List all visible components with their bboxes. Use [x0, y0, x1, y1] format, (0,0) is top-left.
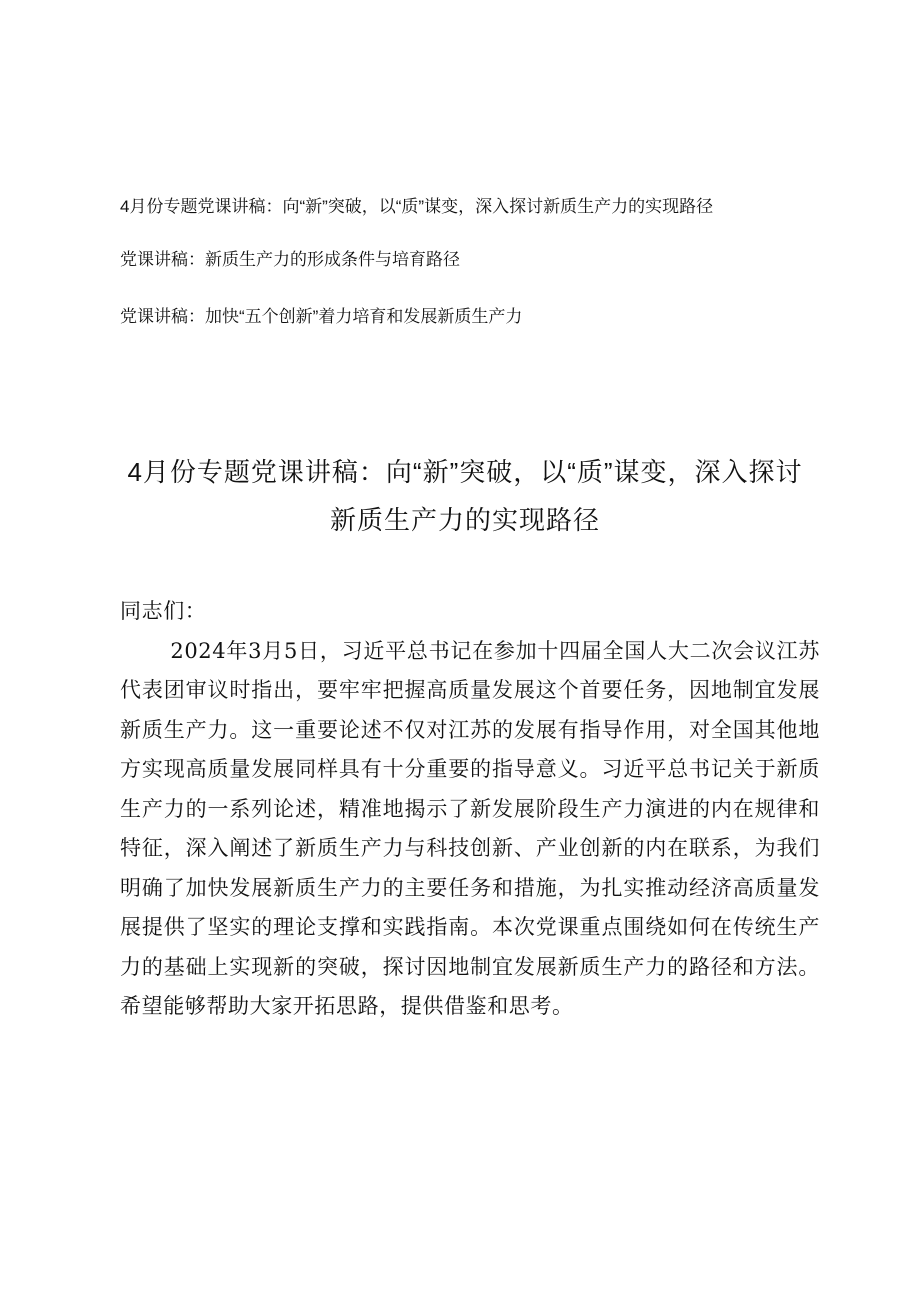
- toc-item[interactable]: 党课讲稿：加快“五个创新”着力培育和发展新质生产力: [120, 307, 523, 326]
- article-title: 4月份专题党课讲稿：向“新”突破，以“质”谋变，深入探讨新质生产力的实现路径: [127, 457, 803, 535]
- body-paragraph: 2024年3月5日，习近平总书记在参加十四届全国人大二次会议江苏代表团审议时指出，要牢牢把握高质量发展这个首要任务，因地制宜发展新质生产力。这一重要论述不仅对江苏的发展有指导作用，对全国其他地方实现高质量发展同样具有十分重要的指导意义。习近平总书记关于新质生产力的一系列论述，精准地揭示了新发展阶段生产力演进的内在规律和特征，深入阐述了新质生产力与科技创新、产业创新的内在联系，为我们明确了加快发展新质生产力的主要任务和措施，为扎实推动经济高质量发展提供了坚实的理论支撑和实践指南。本次党课重点围绕如何在传统生产力的基础上实现新的突破，探讨因地制宜发展新质生产力的路径和方法。希望能够帮助大家开拓思路，提供借鉴和思考。: [120, 638, 820, 1018]
- article-body: [120, 592, 820, 1027]
- greeting: 同志们：: [120, 599, 207, 623]
- toc-item[interactable]: 党课讲稿：新质生产力的形成条件与培育路径: [120, 250, 460, 269]
- toc-item[interactable]: 4月份专题党课讲稿：向“新”突破，以“质”谋变，深入探讨新质生产力的实现路径: [120, 197, 714, 216]
- table-of-contents: [120, 188, 810, 355]
